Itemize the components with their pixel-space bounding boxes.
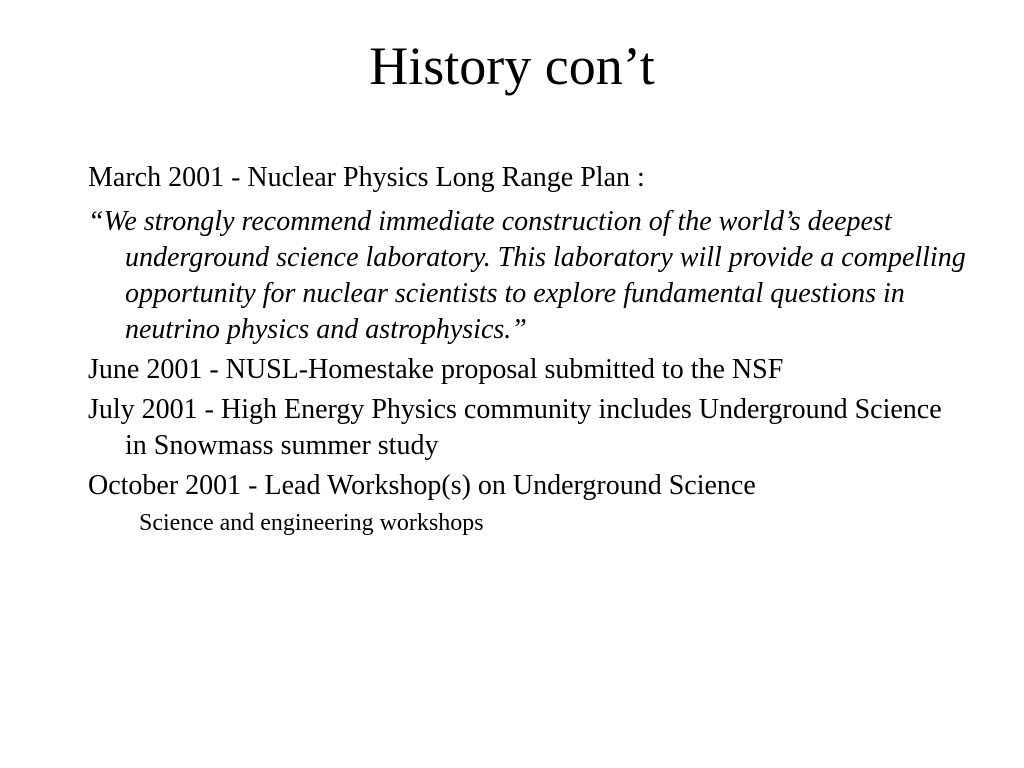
quote-long-range-plan: “We strongly recommend immediate construction of the world’s deepest underground science laboratory. This laboratory will provide a compelling opportunity for nuclear scientists to explore fundamental questions in neutrino physics and astrophysics.” [88, 206, 966, 345]
slide-body [88, 160, 968, 538]
bullet-june-2001: June 2001 - NUSL-Homestake proposal submitted to the NSF [88, 354, 784, 385]
subbullet-workshops: Science and engineering workshops [139, 510, 484, 536]
bullet-october-2001: October 2001 - Lead Workshop(s) on Underground Science [88, 470, 756, 501]
slide-title: History con’t [369, 36, 655, 96]
bullet-march-2001: March 2001 - Nuclear Physics Long Range Plan : [88, 162, 645, 193]
bullet-july-2001: July 2001 - High Energy Physics community includes Underground Science in Snowmass summer study [88, 394, 942, 461]
